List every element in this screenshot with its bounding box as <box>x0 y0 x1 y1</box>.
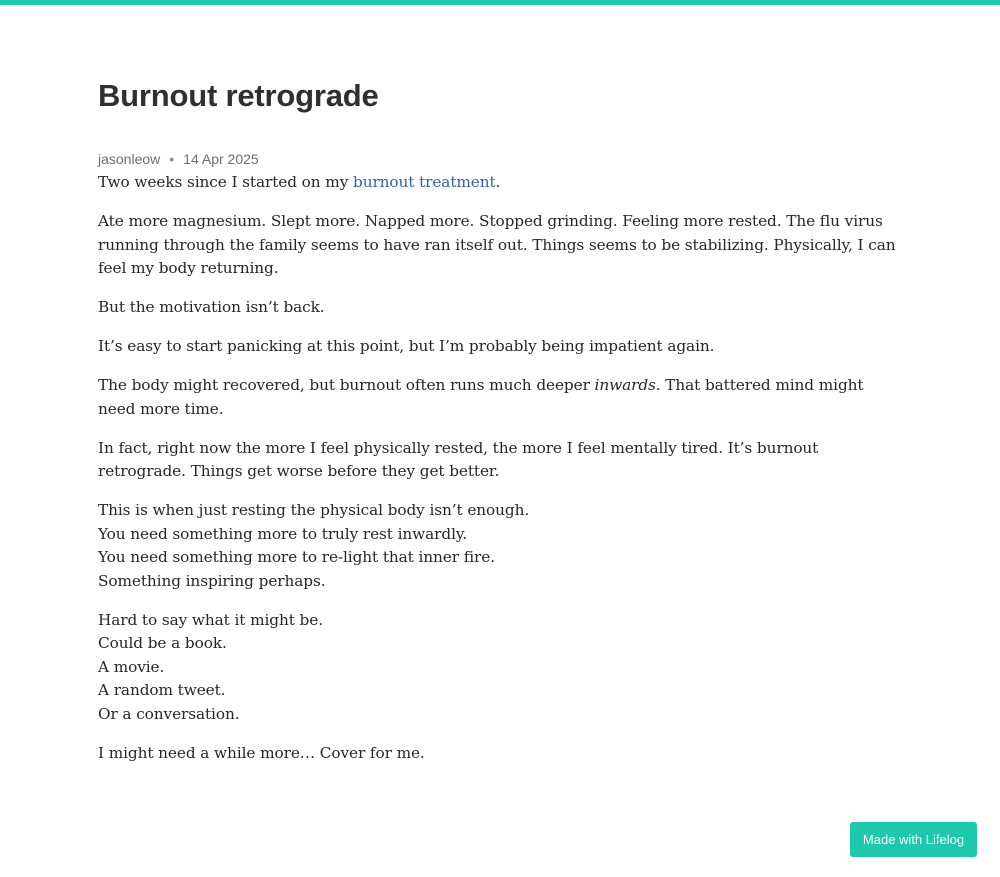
paragraph-3: But the motivation isn’t back. <box>98 298 325 316</box>
paragraph-1-text-before: Two weeks since I started on my <box>98 173 354 191</box>
paragraph-7-line: You need something more to re-light that inner fire. <box>98 548 495 566</box>
paragraph-7-line: Something inspiring perhaps. <box>98 571 326 590</box>
post-body <box>98 171 898 765</box>
top-accent-bar <box>0 0 1000 5</box>
paragraph-9: I might need a while more… Cover for me. <box>98 743 425 762</box>
post-date: 14 Apr 2025 <box>183 151 259 167</box>
paragraph-8 <box>98 609 898 727</box>
paragraph-7-line: This is when just resting the physical body isn’t enough. <box>98 501 530 519</box>
post-article <box>98 76 898 781</box>
paragraph-2: Ate more magnesium. Slept more. Napped more. Stopped grinding. Feeling more rested. The flu virus running through the family seems to have ran itself out. Things seems to be stabilizing. Physically, I can feel my body returning. <box>98 212 896 277</box>
paragraph-7 <box>98 499 898 593</box>
paragraph-6: In fact, right now the more I feel physically rested, the more I feel mentally tired. It’s burnout retrograde. Things get worse before they get better. <box>98 438 819 480</box>
post-title: Burnout retrograde <box>98 78 379 113</box>
paragraph-8-line: Hard to say what it might be. <box>98 610 323 629</box>
paragraph-8-line: Or a conversation. <box>98 704 240 723</box>
paragraph-8-line: Could be a book. <box>98 634 227 652</box>
post-meta <box>98 150 898 168</box>
paragraph-5-text-after: . That battered mind might need more time. <box>98 376 864 418</box>
paragraph-1-text-after: . <box>495 173 501 191</box>
post-author[interactable]: jasonleow <box>98 151 161 167</box>
paragraph-5-text-before: The body might recovered, but burnout often runs much deeper <box>98 376 595 394</box>
paragraph-4: It’s easy to start panicking at this point, but I’m probably being impatient again. <box>98 337 715 355</box>
paragraph-8-line: A random tweet. <box>98 681 226 699</box>
paragraph-5-emphasis: inwards <box>594 376 656 394</box>
burnout-treatment-link[interactable]: burnout treatment <box>353 173 496 191</box>
paragraph-8-line: A movie. <box>98 657 165 676</box>
paragraph-5 <box>98 374 898 421</box>
meta-separator: • <box>169 151 175 167</box>
paragraph-7-line: You need something more to truly rest inwardly. <box>98 524 468 543</box>
paragraph-1 <box>98 171 898 195</box>
made-with-lifelog-button[interactable]: Made with Lifelog <box>850 822 977 857</box>
